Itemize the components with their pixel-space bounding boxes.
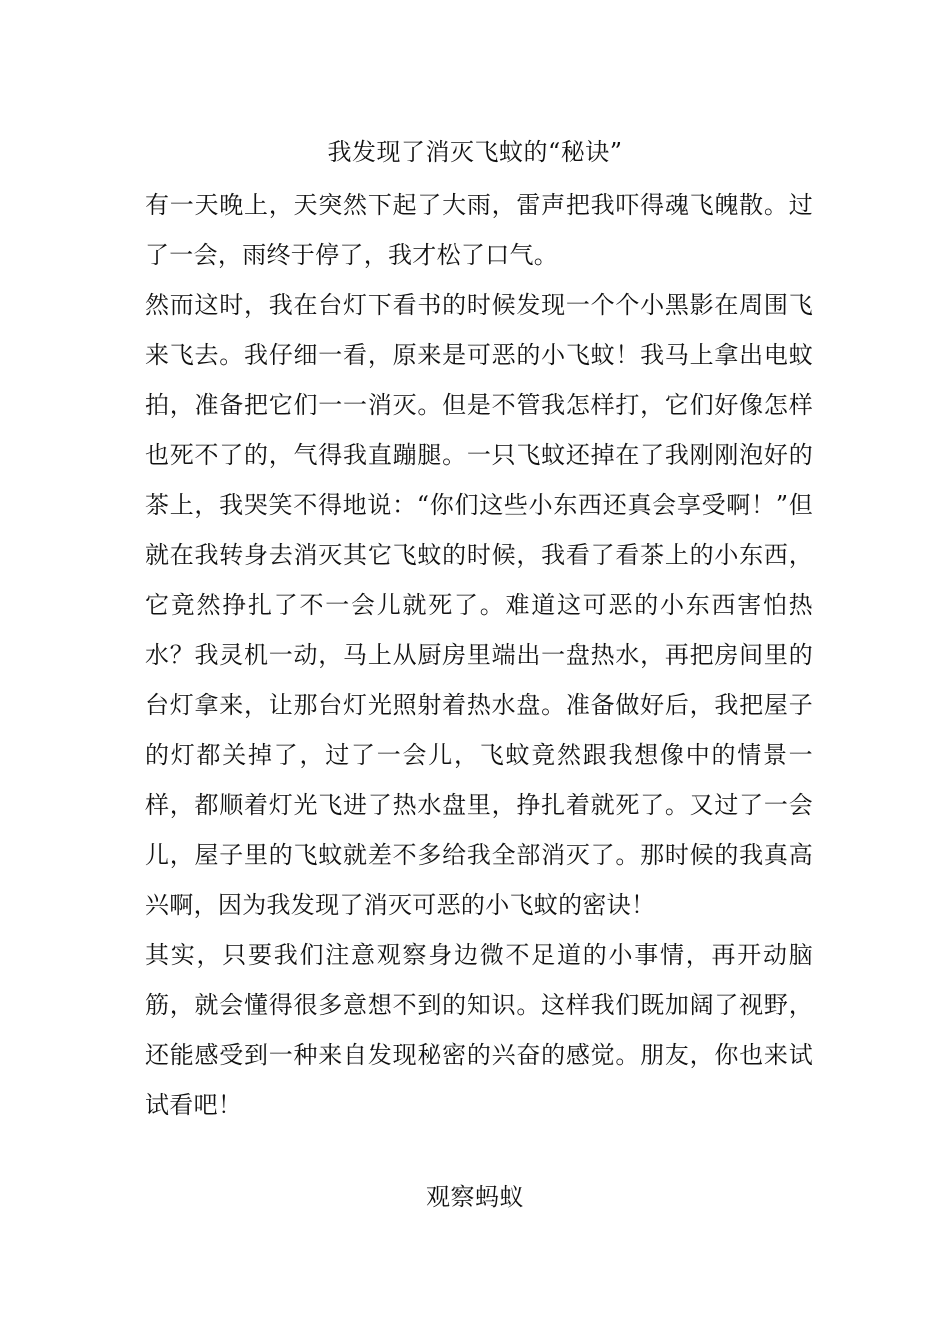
essay-title: 我发现了消灭飞蚊的“秘诀” [327, 138, 623, 166]
paragraph-1: 有一天晚上，天突然下起了大雨，雷声把我吓得魂飞魄散。过了一会，雨终于停了，我才松了口气。 [145, 191, 813, 269]
next-essay-title: 观察蚂蚁 [426, 1183, 524, 1211]
essay-body [145, 180, 813, 1130]
paragraph-2: 然而这时，我在台灯下看书的时候发现一个个小黑影在周围飞来飞去。我仔细一看，原来是可恶的小飞蚊！我马上拿出电蚊拍，准备把它们一一消灭。但是不管我怎样打，它们好像怎样也死不了的，气得我直蹦腿。一只飞蚊还掉在了我刚刚泡好的茶上，我哭笑不得地说：“你们这些小东西还真会享受啊！”但就在我转身去消灭其它飞蚊的时候，我看了看茶上的小东西，它竟然挣扎了不一会儿就死了。难道这可恶的小东西害怕热水？我灵机一动，马上从厨房里端出一盘热水，再把房间里的台灯拿来，让那台灯光照射着热水盘。准备做好后，我把屋子的灯都关掉了，过了一会儿，飞蚊竟然跟我想像中的情景一样，都顺着灯光飞进了热水盘里，挣扎着就死了。又过了一会儿，屋子里的飞蚊就差不多给我全部消灭了。那时候的我真高兴啊，因为我发现了消灭可恶的小飞蚊的密诀！ [145, 291, 813, 919]
paragraph-3: 其实，只要我们注意观察身边微不足道的小事情，再开动脑筋，就会懂得很多意想不到的知识。这样我们既加阔了视野，还能感受到一种来自发现秘密的兴奋的感觉。朋友，你也来试试看吧！ [145, 941, 813, 1119]
